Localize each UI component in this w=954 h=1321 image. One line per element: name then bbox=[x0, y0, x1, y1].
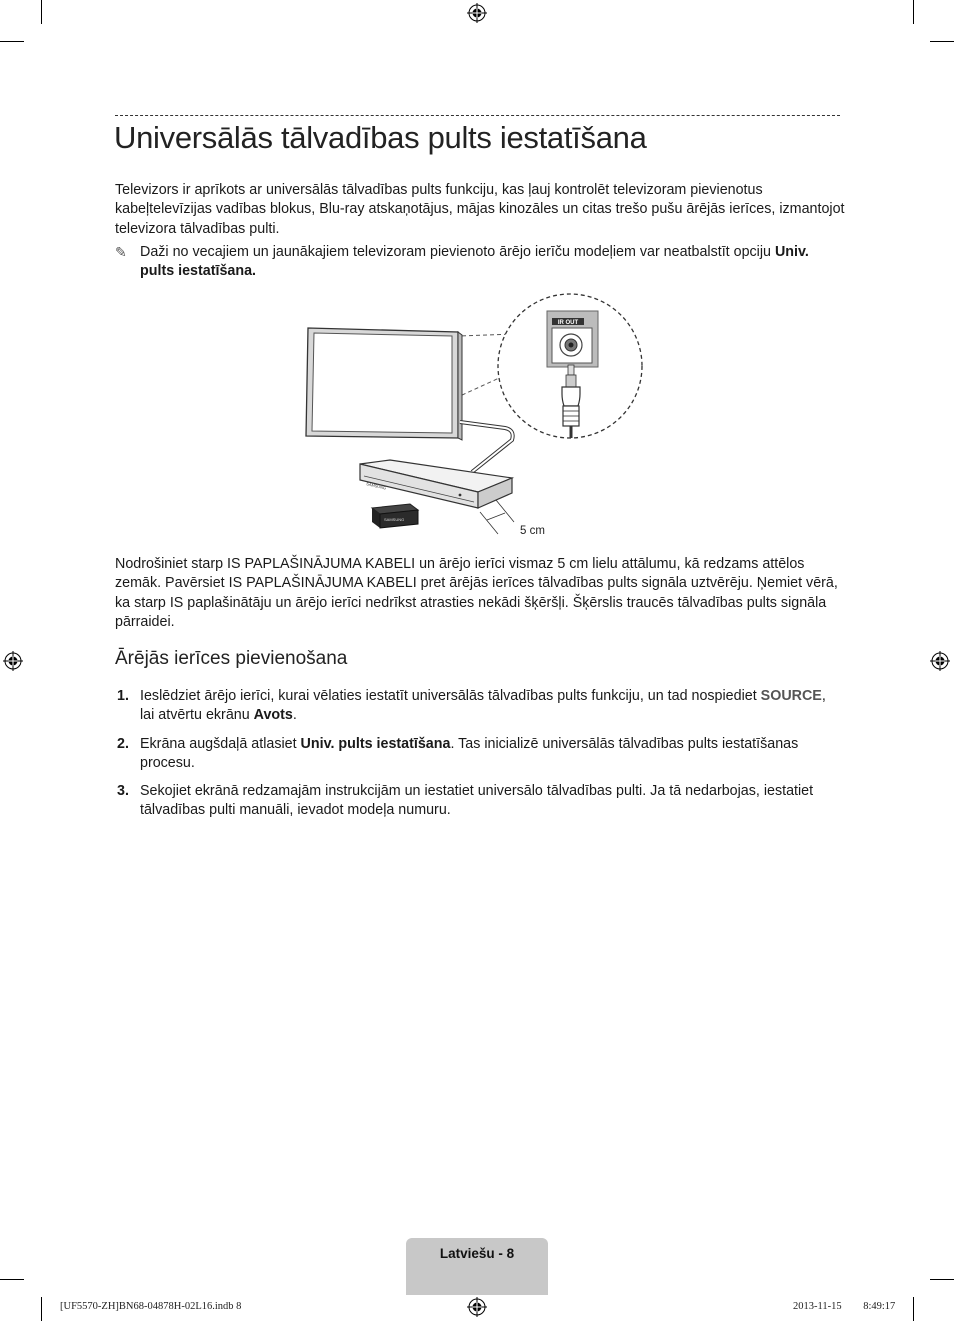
footer-timestamp: 2013-11-15 ￿￿ 8:49:17 bbox=[793, 1301, 896, 1312]
crop-mark bbox=[41, 1297, 42, 1321]
page-number-tab bbox=[406, 1238, 548, 1295]
ir-out-port-label: IR OUT bbox=[557, 320, 579, 326]
page-title: Universālās tālvadības pults iestatīšana bbox=[114, 120, 647, 155]
extender-brand-label: SAMSUNG bbox=[384, 517, 405, 522]
pencil-note-icon: ✎ bbox=[115, 244, 127, 260]
distance-label: 5 cm bbox=[520, 525, 545, 537]
crop-mark bbox=[913, 0, 914, 24]
device-brand-label: SAMSUNG bbox=[365, 481, 387, 491]
source-button-label: SOURCE bbox=[760, 688, 822, 704]
distance-paragraph: Nodrošiniet starp IS PAPLAŠINĀJUMA KABELI un ārējo ierīci vismaz 5 cm lielu attālumu, kā redzams attēlos zemāk. Pavērsiet IS PAPLAŠINĀJUMA KABELI pret ārējās ierīces tālvadības pults signāla uztvērēju. Ņemiet vērā, ka starp IS paplašinātāju un ārējo ierīci nedrīkst atrasties nekādi šķēršļi. Šķērslis traucēs tālvadības pults signāla pārraidei. bbox=[115, 556, 838, 630]
avots-screen-label: Avots bbox=[253, 707, 293, 724]
registration-mark-icon bbox=[3, 651, 23, 671]
registration-mark-icon bbox=[467, 3, 487, 23]
section-heading: Ārējās ierīces pievienošana bbox=[115, 648, 348, 669]
crop-mark bbox=[913, 1297, 914, 1321]
option-label: Univ. pults iestatīšana bbox=[300, 736, 451, 752]
crop-mark bbox=[930, 41, 954, 42]
crop-mark bbox=[41, 0, 42, 24]
crop-mark bbox=[930, 1279, 954, 1280]
step-number: 2. bbox=[117, 736, 129, 752]
step-number: 3. bbox=[117, 783, 129, 799]
title-divider bbox=[115, 115, 840, 116]
step-number: 1. bbox=[117, 688, 129, 704]
step-text: Ieslēdziet ārējo ierīci, kurai vēlaties iestatīt universālās tālvadības pults funkciju, un tad nospiediet SOURCE, lai atvērtu ekrānu Avots. bbox=[140, 688, 826, 724]
note-text: Daži no vecajiem un jaunākajiem televizoram pievienoto ārējo ierīču modeļiem var neatbalstīt opciju Univ. pults iestatīšana. bbox=[140, 244, 809, 280]
footer-file-info: [UF5570-ZH]BN68-04878H-02L16.indb 8 bbox=[60, 1301, 242, 1312]
note-bold-option: Univ. pults iestatīšana. bbox=[140, 244, 809, 280]
ir-extender-illustration bbox=[300, 290, 660, 550]
crop-mark bbox=[0, 1279, 24, 1280]
page-number: Latviešu - 8 bbox=[439, 1246, 515, 1261]
registration-mark-icon bbox=[467, 1297, 487, 1317]
intro-paragraph: Televizors ir aprīkots ar universālās tālvadības pults funkciju, kas ļauj kontrolēt televizoram pievienotus kabeļtelevīzijas vadības blokus, Blu-ray atskaņotājus, mājas kinozāles un citas trešo pušu ārējās ierīces, izmantojot televizora tālvadības pulti. bbox=[115, 182, 845, 237]
registration-mark-icon bbox=[930, 651, 950, 671]
step-text: Sekojiet ekrānā redzamajām instrukcijām un iestatiet universālo tālvadības pulti. Ja tā nedarbojas, iestatiet tālvadības pulti manuāli, ievadot modeļa numuru. bbox=[140, 783, 814, 819]
step-text: Ekrāna augšdaļā atlasiet Univ. pults iestatīšana. Tas inicializē universālās tālvadības pults iestatīšanas procesu. bbox=[140, 736, 799, 772]
crop-mark bbox=[0, 41, 24, 42]
